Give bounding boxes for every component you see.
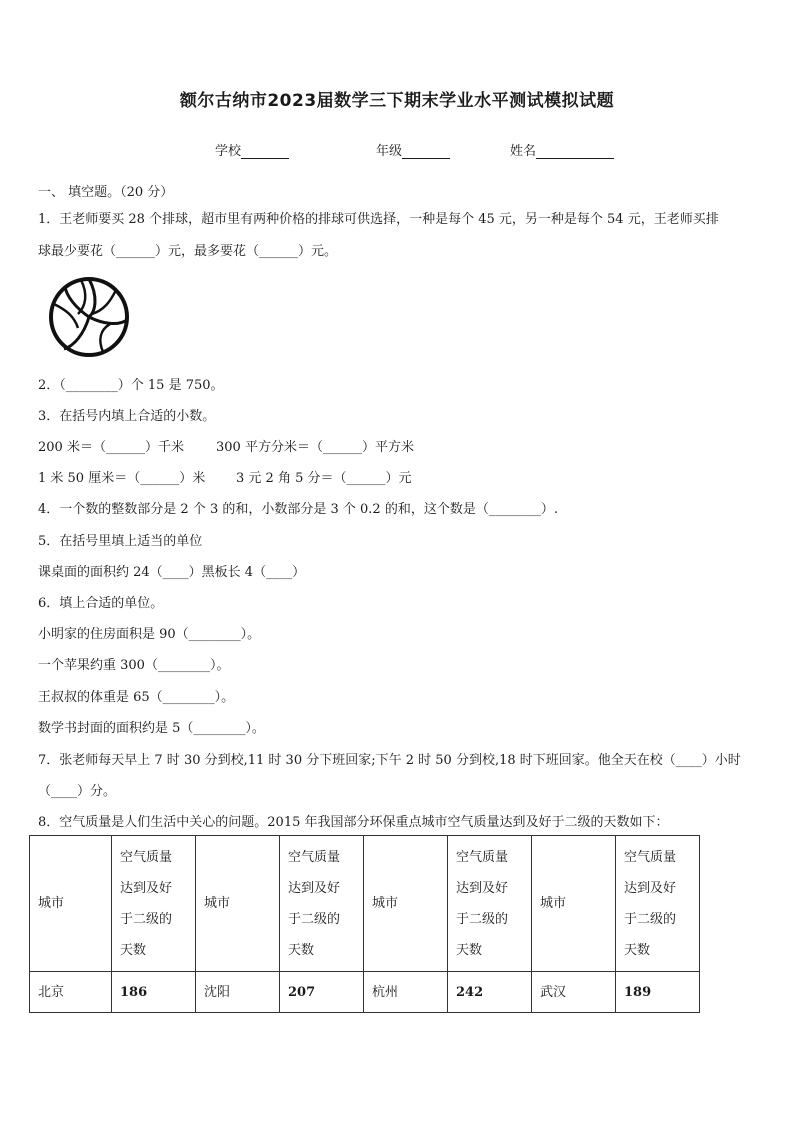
question-6-d: 数学书封面的面积约是 5（________）。: [38, 721, 265, 736]
grade-blank[interactable]: [402, 144, 450, 159]
header-days-line: 达到及好: [288, 880, 341, 896]
air-quality-table: [29, 835, 700, 1013]
name-field: [510, 140, 614, 159]
table-row: [30, 972, 700, 1013]
days-cell: 186: [112, 972, 196, 1013]
question-3-stem: 3．在括号内填上合适的小数。: [38, 409, 216, 424]
header-days-line: 空气质量: [456, 849, 509, 865]
city-cell: 武汉: [532, 972, 616, 1013]
header-days-line: 达到及好: [120, 880, 173, 896]
header-days-line: 天数: [288, 942, 315, 958]
header-days-line: 于二级的: [288, 911, 341, 927]
question-2: 2．（________）个 15 是 750。: [38, 378, 224, 393]
header-city: 城市: [30, 836, 112, 972]
school-blank[interactable]: [241, 144, 289, 159]
school-label: 学校: [215, 144, 242, 159]
header-days-line: 天数: [456, 942, 483, 958]
header-days-line: 空气质量: [120, 849, 173, 865]
question-3-row-1b: 300 平方分米＝（______）平方米: [216, 440, 414, 455]
question-7-line-2: （____）分。: [38, 784, 117, 799]
question-1-line-2: 球最少要花（______）元，最多要花（______）元。: [38, 244, 338, 259]
question-4: 4．一个数的整数部分是 2 个 3 的和，小数部分是 3 个 0.2 的和，这个数是（________）.: [38, 502, 558, 517]
header-days-line: 空气质量: [288, 849, 341, 865]
header-days: [448, 836, 532, 972]
question-6-b: 一个苹果约重 300（________）。: [38, 658, 230, 673]
header-days-line: 达到及好: [624, 880, 677, 896]
header-days-line: 于二级的: [624, 911, 677, 927]
header-days-line: 于二级的: [456, 911, 509, 927]
header-city: 城市: [196, 836, 280, 972]
city-cell: 沈阳: [196, 972, 280, 1013]
question-3-row-2a: 1 米 50 厘米＝（______）米: [38, 471, 206, 486]
volleyball-icon: [48, 276, 130, 358]
header-days-line: 天数: [624, 942, 651, 958]
header-days-line: 于二级的: [120, 911, 173, 927]
question-5-stem: 5．在括号里填上适当的单位: [38, 534, 203, 549]
days-cell: 207: [280, 972, 364, 1013]
question-3-row-1a: 200 米＝（______）千米: [38, 440, 184, 455]
page-title: 额尔古纳市2023届数学三下期末学业水平测试模拟试题: [179, 91, 615, 111]
header-days-line: 天数: [120, 942, 147, 958]
city-cell: 北京: [30, 972, 112, 1013]
question-3-row-2b: 3 元 2 角 5 分＝（______）元: [236, 471, 412, 486]
header-city: 城市: [532, 836, 616, 972]
question-6-c: 王叔叔的体重是 65（________）。: [38, 690, 235, 705]
school-field: [215, 140, 289, 159]
header-days: [280, 836, 364, 972]
grade-field: [376, 140, 450, 159]
header-days-line: 空气质量: [624, 849, 677, 865]
grade-label: 年级: [376, 144, 403, 159]
header-city: 城市: [364, 836, 448, 972]
question-1-line-1: 1．王老师要买 28 个排球，超市里有两种价格的排球可供选择，一种是每个 45 元，另一种是每个 54 元，王老师买排: [38, 212, 719, 227]
city-cell: 杭州: [364, 972, 448, 1013]
question-8-stem: 8．空气质量是人们生活中关心的问题。2015 年我国部分环保重点城市空气质量达到及好于二级的天数如下：: [38, 815, 669, 830]
days-cell: 189: [616, 972, 700, 1013]
header-days: [616, 836, 700, 972]
header-days-line: 达到及好: [456, 880, 509, 896]
header-days: [112, 836, 196, 972]
name-blank[interactable]: [536, 144, 614, 159]
question-6-a: 小明家的住房面积是 90（________）。: [38, 627, 261, 642]
question-5-line: 课桌面的面积约 24（____）黑板长 4（____）: [38, 565, 306, 580]
section-heading: 一、 填空题。（20 分）: [38, 185, 174, 200]
question-7-line-1: 7．张老师每天早上 7 时 30 分到校,11 时 30 分下班回家;下午 2 时 50 分到校,18 时下班回家。他全天在校（____）小时: [38, 753, 741, 768]
question-6-stem: 6．填上合适的单位。: [38, 596, 164, 611]
days-cell: 242: [448, 972, 532, 1013]
table-header-row: [30, 836, 700, 972]
name-label: 姓名: [510, 144, 537, 159]
